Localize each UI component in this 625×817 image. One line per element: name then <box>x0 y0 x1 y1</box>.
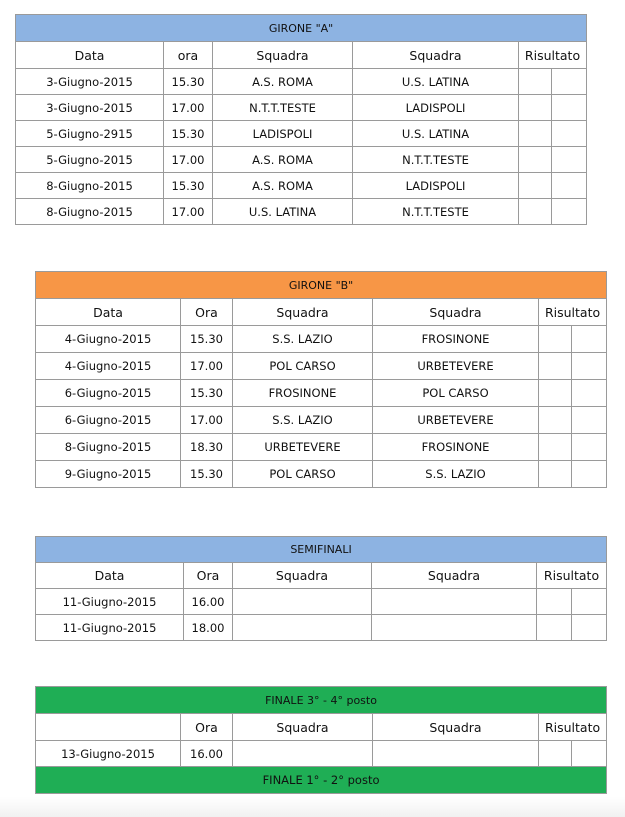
match-date: 8-Giugno-2015 <box>36 434 181 461</box>
score-away-cell[interactable] <box>552 95 587 121</box>
finale-3-4-title: FINALE 3° - 4° posto <box>36 687 607 714</box>
match-time: 16.00 <box>181 741 233 767</box>
header-ora: Ora <box>181 299 233 326</box>
score-away-cell[interactable] <box>572 741 607 767</box>
score-home-cell[interactable] <box>519 173 552 199</box>
girone-a-title-row <box>16 15 587 42</box>
header-squadra-2: Squadra <box>353 42 519 69</box>
header-squadra-1: Squadra <box>213 42 353 69</box>
girone-b-title-row <box>36 272 607 299</box>
score-home-cell[interactable] <box>519 199 552 225</box>
match-date: 5-Giugno-2915 <box>16 121 164 147</box>
score-away-cell[interactable] <box>572 589 607 615</box>
match-row <box>16 95 587 121</box>
header-squadra-1: Squadra <box>233 714 373 741</box>
header-squadra-2: Squadra <box>372 563 537 589</box>
score-home-cell[interactable] <box>539 353 572 380</box>
header-ora: Ora <box>184 563 233 589</box>
away-team: LADISPOLI <box>353 95 519 121</box>
match-date: 5-Giugno-2015 <box>16 147 164 173</box>
home-team: A.S. ROMA <box>213 173 353 199</box>
girone-a-table <box>15 14 587 225</box>
score-away-cell[interactable] <box>552 69 587 95</box>
match-row <box>36 461 607 488</box>
girone-a-title: GIRONE "A" <box>16 15 587 42</box>
home-team <box>233 615 372 641</box>
away-team: POL CARSO <box>373 380 539 407</box>
score-home-cell[interactable] <box>537 615 572 641</box>
header-data: Data <box>36 299 181 326</box>
away-team: URBETEVERE <box>373 353 539 380</box>
finale-1-2-title-row <box>36 767 607 794</box>
score-home-cell[interactable] <box>519 147 552 173</box>
match-date: 13-Giugno-2015 <box>36 741 181 767</box>
away-team: FROSINONE <box>373 326 539 353</box>
score-home-cell[interactable] <box>519 95 552 121</box>
match-time: 15.30 <box>164 121 213 147</box>
semifinali-title: SEMIFINALI <box>36 537 607 563</box>
match-date: 11-Giugno-2015 <box>36 615 184 641</box>
score-home-cell[interactable] <box>539 407 572 434</box>
home-team <box>233 589 372 615</box>
header-squadra-1: Squadra <box>233 299 373 326</box>
score-home-cell[interactable] <box>539 434 572 461</box>
score-away-cell[interactable] <box>572 461 607 488</box>
match-date: 6-Giugno-2015 <box>36 407 181 434</box>
away-team: LADISPOLI <box>353 173 519 199</box>
match-time: 17.00 <box>164 147 213 173</box>
header-risultato: Risultato <box>539 714 607 741</box>
score-home-cell[interactable] <box>537 589 572 615</box>
away-team <box>372 615 537 641</box>
match-row <box>36 380 607 407</box>
finale-3-4-title-row <box>36 687 607 714</box>
match-date: 4-Giugno-2015 <box>36 353 181 380</box>
score-away-cell[interactable] <box>572 407 607 434</box>
finale-table <box>35 686 607 794</box>
header-data: Data <box>36 563 184 589</box>
match-time: 18.30 <box>181 434 233 461</box>
match-row <box>16 121 587 147</box>
match-date: 11-Giugno-2015 <box>36 589 184 615</box>
score-home-cell[interactable] <box>539 741 572 767</box>
away-team: URBETEVERE <box>373 407 539 434</box>
home-team: FROSINONE <box>233 380 373 407</box>
match-row <box>16 199 587 225</box>
away-team: FROSINONE <box>373 434 539 461</box>
semifinali-table <box>35 536 607 641</box>
home-team: POL CARSO <box>233 353 373 380</box>
page-bottom-shadow <box>0 797 625 817</box>
match-row <box>16 147 587 173</box>
score-home-cell[interactable] <box>539 380 572 407</box>
match-time: 16.00 <box>184 589 233 615</box>
match-time: 18.00 <box>184 615 233 641</box>
match-time: 15.30 <box>181 461 233 488</box>
girone-b-column-headers <box>36 299 607 326</box>
match-date: 8-Giugno-2015 <box>16 173 164 199</box>
header-data <box>36 714 181 741</box>
match-time: 17.00 <box>181 407 233 434</box>
girone-b-title: GIRONE "B" <box>36 272 607 299</box>
header-risultato: Risultato <box>537 563 607 589</box>
away-team: U.S. LATINA <box>353 121 519 147</box>
home-team: S.S. LAZIO <box>233 326 373 353</box>
match-row <box>36 615 607 641</box>
score-away-cell[interactable] <box>572 615 607 641</box>
score-away-cell[interactable] <box>572 326 607 353</box>
match-time: 17.00 <box>164 199 213 225</box>
score-away-cell[interactable] <box>552 121 587 147</box>
match-time: 15.30 <box>164 69 213 95</box>
header-risultato: Risultato <box>519 42 587 69</box>
home-team: URBETEVERE <box>233 434 373 461</box>
match-row <box>36 741 607 767</box>
match-time: 17.00 <box>164 95 213 121</box>
match-row <box>36 407 607 434</box>
match-row <box>16 69 587 95</box>
header-ora: Ora <box>181 714 233 741</box>
match-row <box>16 173 587 199</box>
match-row <box>36 589 607 615</box>
score-home-cell[interactable] <box>519 121 552 147</box>
match-row <box>36 434 607 461</box>
home-team <box>233 741 373 767</box>
match-time: 17.00 <box>181 353 233 380</box>
match-date: 8-Giugno-2015 <box>16 199 164 225</box>
score-away-cell[interactable] <box>552 147 587 173</box>
header-squadra-2: Squadra <box>373 714 539 741</box>
match-row <box>36 326 607 353</box>
match-date: 3-Giugno-2015 <box>16 69 164 95</box>
score-home-cell[interactable] <box>539 461 572 488</box>
away-team: N.T.T.TESTE <box>353 147 519 173</box>
girone-a-column-headers <box>16 42 587 69</box>
home-team: S.S. LAZIO <box>233 407 373 434</box>
home-team: A.S. ROMA <box>213 147 353 173</box>
match-date: 3-Giugno-2015 <box>16 95 164 121</box>
match-date: 9-Giugno-2015 <box>36 461 181 488</box>
away-team <box>373 741 539 767</box>
score-home-cell[interactable] <box>539 326 572 353</box>
semifinali-title-row <box>36 537 607 563</box>
match-date: 6-Giugno-2015 <box>36 380 181 407</box>
home-team: U.S. LATINA <box>213 199 353 225</box>
finale-column-headers <box>36 714 607 741</box>
match-time: 15.30 <box>181 380 233 407</box>
header-squadra-2: Squadra <box>373 299 539 326</box>
finale-1-2-title: FINALE 1° - 2° posto <box>36 767 607 794</box>
match-date: 4-Giugno-2015 <box>36 326 181 353</box>
match-time: 15.30 <box>164 173 213 199</box>
home-team: POL CARSO <box>233 461 373 488</box>
match-row <box>36 353 607 380</box>
home-team: N.T.T.TESTE <box>213 95 353 121</box>
match-time: 15.30 <box>181 326 233 353</box>
girone-b-table <box>35 271 607 488</box>
score-away-cell[interactable] <box>552 173 587 199</box>
score-away-cell[interactable] <box>572 434 607 461</box>
score-away-cell[interactable] <box>552 199 587 225</box>
score-home-cell[interactable] <box>519 69 552 95</box>
score-away-cell[interactable] <box>572 353 607 380</box>
header-risultato: Risultato <box>539 299 607 326</box>
away-team <box>372 589 537 615</box>
score-away-cell[interactable] <box>572 380 607 407</box>
away-team: U.S. LATINA <box>353 69 519 95</box>
header-ora: ora <box>164 42 213 69</box>
away-team: S.S. LAZIO <box>373 461 539 488</box>
semifinali-column-headers <box>36 563 607 589</box>
home-team: A.S. ROMA <box>213 69 353 95</box>
away-team: N.T.T.TESTE <box>353 199 519 225</box>
header-squadra-1: Squadra <box>233 563 372 589</box>
home-team: LADISPOLI <box>213 121 353 147</box>
header-data: Data <box>16 42 164 69</box>
